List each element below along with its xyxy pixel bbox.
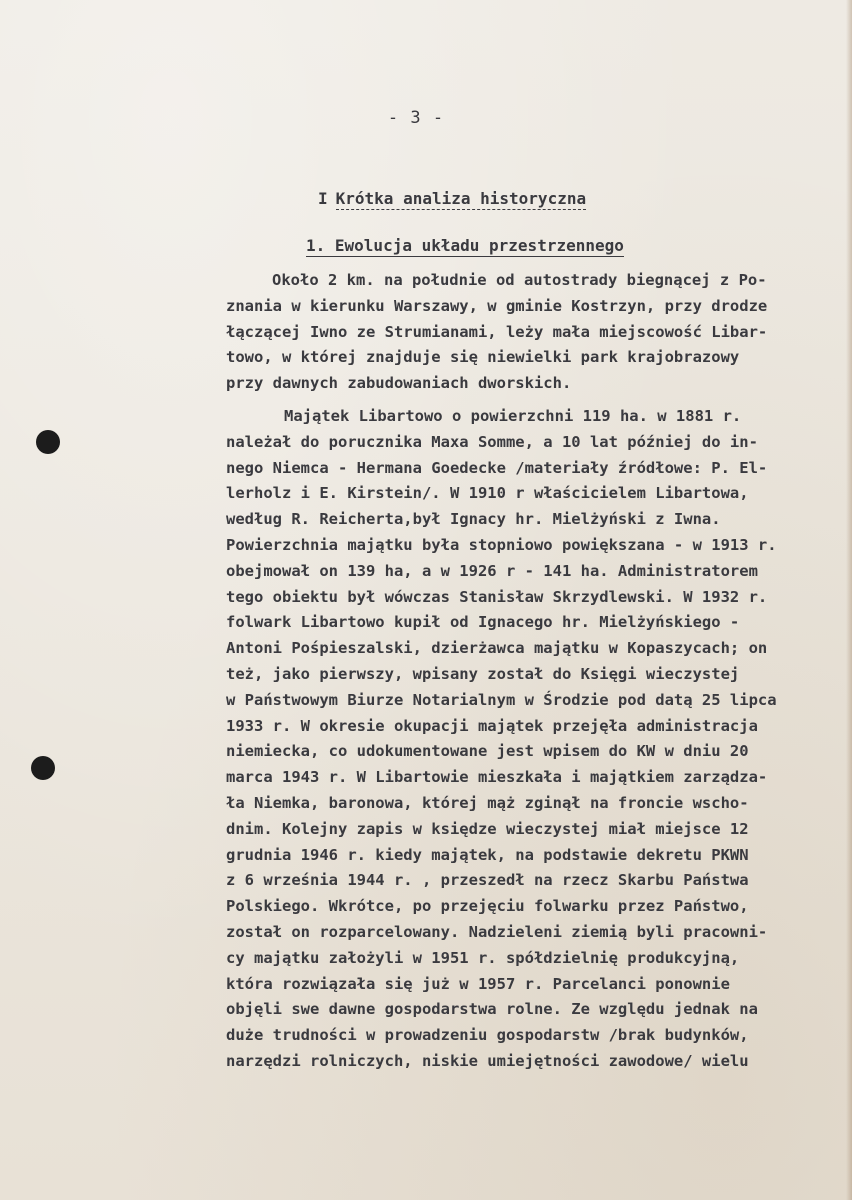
text-line: został on rozparcelowany. Nadzieleni ziemią byli pracowni- (226, 922, 768, 941)
text-line: niemiecka, co udokumentowane jest wpisem do KW w dniu 20 (226, 742, 749, 761)
page-number (0, 108, 852, 128)
text-line: objęli swe dawne gospodarstwa rolne. Ze względu jednak na (226, 1000, 758, 1019)
text-line: grudnia 1946 r. kiedy majątek, na podstawie dekretu PKWN (226, 845, 749, 864)
text-line: Powierzchnia majątku była stopniowo powiększana - w 1913 r. (226, 535, 777, 554)
text-line: ła Niemka, baronowa, której mąż zginął na froncie wscho- (226, 793, 749, 812)
text-line: w Państwowym Biurze Notarialnym w Środzie pod datą 25 lipca (226, 690, 777, 709)
text-line: nego Niemca - Hermana Goedecke /materiały źródłowe: P. El- (226, 458, 768, 477)
text-line: też, jako pierwszy, wpisany został do Księgi wieczystej (226, 664, 740, 683)
punch-hole-bottom (31, 756, 55, 780)
text-line: folwark Libartowo kupił od Ignacego hr. Mielżyńskiego - (226, 613, 740, 632)
text-line: Polskiego. Wkrótce, po przejęciu folwarku przez Państwo, (226, 897, 749, 916)
text-line: która rozwiązała się już w 1957 r. Parcelanci ponownie (226, 974, 730, 993)
text-line: według R. Reicherta,był Ignacy hr. Mielżyński z Iwna. (226, 510, 721, 529)
text-line: przy dawnych zabudowaniach dworskich. (226, 374, 572, 393)
text-line: Majątek Libartowo o powierzchni 119 ha. w 1881 r. (284, 407, 742, 425)
text-line: tego obiektu był wówczas Stanisław Skrzydlewski. W 1932 r. (226, 587, 768, 606)
paper-edge (846, 0, 852, 1200)
text-line: należał do porucznika Maxa Somme, a 10 lat później do in- (226, 432, 758, 451)
text-line: Antoni Pośpieszalski, dzierżawca majątku w Kopaszycach; on (226, 639, 768, 658)
section-heading: 1. Ewolucja układu przestrzennego (306, 236, 624, 255)
paragraph-2 (226, 404, 826, 1075)
text-line: marca 1943 r. W Libartowie mieszkała i majątkiem zarządza- (226, 768, 768, 787)
text-line: narzędzi rolniczych, niskie umiejętności zawodowe/ wielu (226, 1051, 749, 1070)
chapter-title: Krótka analiza historyczna (335, 189, 587, 208)
text-line: 1933 r. W okresie okupacji majątek przejęła administracja (226, 716, 758, 735)
text-line: dnim. Kolejny zapis w księdze wieczystej miał miejsce 12 (226, 819, 749, 838)
text-line: lerholz i E. Kirstein/. W 1910 r właścicielem Libartowa, (226, 484, 749, 503)
text-line: znania w kierunku Warszawy, w gminie Kostrzyn, przy drodze (226, 296, 768, 315)
chapter-heading (318, 189, 586, 208)
text-line: duże trudności w prowadzeniu gospodarstw /brak budynków, (226, 1026, 749, 1045)
paragraph-1 (226, 268, 826, 397)
chapter-number: I (318, 189, 328, 208)
text-line: obejmował on 139 ha, a w 1926 r - 141 ha. Administratorem (226, 561, 758, 580)
page-number-label: - 3 - (387, 108, 445, 128)
text-line: Około 2 km. na południe od autostrady biegnącej z Po- (272, 271, 767, 289)
text-line: cy majątku założyli w 1951 r. spółdzielnię produkcyjną, (226, 948, 740, 967)
text-line: z 6 września 1944 r. , przeszedł na rzecz Skarbu Państwa (226, 871, 749, 890)
punch-hole-top (36, 430, 60, 454)
text-line: łączącej Iwno ze Strumianami, leży mała miejscowość Libar- (226, 322, 768, 341)
text-line: towo, w której znajduje się niewielki park krajobrazowy (226, 348, 740, 367)
